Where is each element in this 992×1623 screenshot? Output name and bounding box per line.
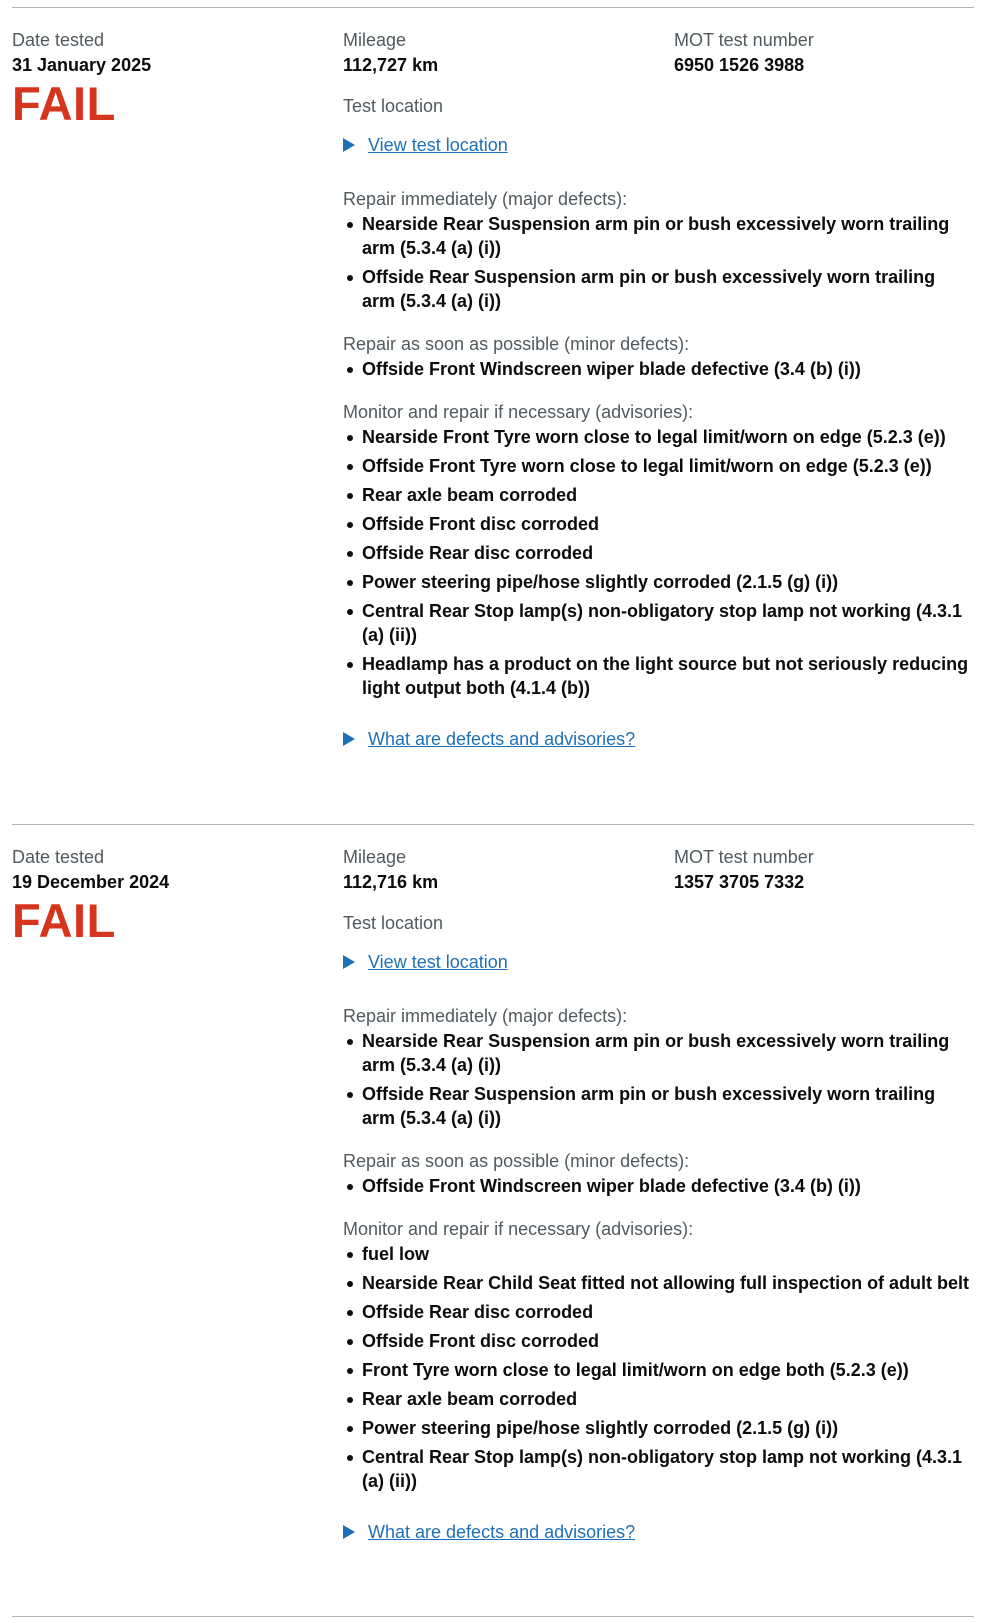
mot-test-number-value: 1357 3705 7332 — [674, 872, 805, 892]
list-item: Nearside Rear Child Seat fitted not allowing full inspection of adult belt — [343, 1271, 972, 1295]
list-item: Offside Rear Suspension arm pin or bush excessively worn trailing arm (5.3.4 (a) (i)) — [343, 1082, 972, 1130]
details-column — [343, 28, 983, 753]
major-defects-list — [343, 1029, 983, 1130]
view-test-location-toggle[interactable] — [343, 948, 983, 976]
minor-defects-heading: Repair as soon as possible (minor defects): — [343, 334, 690, 354]
list-item: Nearside Rear Suspension arm pin or bush excessively worn trailing arm (5.3.4 (a) (i)) — [343, 212, 972, 260]
list-item: Offside Front disc corroded — [343, 512, 972, 536]
view-test-location-link[interactable]: View test location — [368, 135, 508, 155]
date-tested-value: 19 December 2024 — [12, 872, 170, 892]
test-location-label: Test location — [343, 913, 444, 933]
divider — [12, 7, 974, 8]
triangle-right-icon — [343, 1525, 355, 1539]
date-column — [12, 28, 332, 129]
mot-test-number-value: 6950 1526 3988 — [674, 55, 805, 75]
list-item: Central Rear Stop lamp(s) non-obligatory stop lamp not working (4.3.1 (a) (ii)) — [343, 599, 972, 647]
triangle-right-icon — [343, 955, 355, 969]
minor-defects-list — [343, 357, 983, 381]
triangle-right-icon — [343, 138, 355, 152]
advisories-list — [343, 425, 983, 700]
date-column — [12, 845, 332, 946]
what-are-defects-link[interactable]: What are defects and advisories? — [368, 1522, 636, 1542]
list-item: Nearside Front Tyre worn close to legal limit/worn on edge (5.2.3 (e)) — [343, 425, 972, 449]
test-number-column — [674, 28, 974, 77]
mileage-value: 112,716 km — [343, 872, 439, 892]
defects-help-toggle[interactable] — [343, 1518, 983, 1546]
divider — [12, 1616, 974, 1617]
list-item: Offside Front Windscreen wiper blade defective (3.4 (b) (i)) — [343, 1174, 972, 1198]
list-item: Offside Front Windscreen wiper blade defective (3.4 (b) (i)) — [343, 357, 972, 381]
divider — [12, 824, 974, 825]
test-result: FAIL — [12, 894, 116, 947]
test-location-label: Test location — [343, 96, 444, 116]
list-item: Power steering pipe/hose slightly corroded (2.1.5 (g) (i)) — [343, 1416, 972, 1440]
major-defects-heading: Repair immediately (major defects): — [343, 1006, 628, 1026]
list-item: Offside Front disc corroded — [343, 1329, 972, 1353]
minor-defects-heading: Repair as soon as possible (minor defects): — [343, 1151, 690, 1171]
date-tested-label: Date tested — [12, 847, 105, 867]
list-item: Rear axle beam corroded — [343, 483, 972, 507]
list-item: Front Tyre worn close to legal limit/worn on edge both (5.2.3 (e)) — [343, 1358, 972, 1382]
defects-help-toggle[interactable] — [343, 725, 983, 753]
what-are-defects-link[interactable]: What are defects and advisories? — [368, 729, 636, 749]
list-item: Headlamp has a product on the light source but not seriously reducing light output both (4.1.4 (b)) — [343, 652, 972, 700]
mileage-label: Mileage — [343, 30, 407, 50]
list-item: Nearside Rear Suspension arm pin or bush excessively worn trailing arm (5.3.4 (a) (i)) — [343, 1029, 972, 1077]
advisories-list — [343, 1242, 983, 1493]
details-column — [343, 845, 983, 1546]
mot-test-number-label: MOT test number — [674, 847, 814, 867]
view-test-location-link[interactable]: View test location — [368, 952, 508, 972]
date-tested-label: Date tested — [12, 30, 105, 50]
list-item: Offside Front Tyre worn close to legal limit/worn on edge (5.2.3 (e)) — [343, 454, 972, 478]
list-item: Offside Rear disc corroded — [343, 541, 972, 565]
major-defects-heading: Repair immediately (major defects): — [343, 189, 628, 209]
minor-defects-list — [343, 1174, 983, 1198]
mileage-label: Mileage — [343, 847, 407, 867]
list-item: fuel low — [343, 1242, 972, 1266]
triangle-right-icon — [343, 732, 355, 746]
list-item: Offside Rear Suspension arm pin or bush excessively worn trailing arm (5.3.4 (a) (i)) — [343, 265, 972, 313]
test-number-column — [674, 845, 974, 894]
advisories-heading: Monitor and repair if necessary (advisories): — [343, 1219, 694, 1239]
advisories-heading: Monitor and repair if necessary (advisories): — [343, 402, 694, 422]
date-tested-value: 31 January 2025 — [12, 55, 152, 75]
list-item: Offside Rear disc corroded — [343, 1300, 972, 1324]
mileage-value: 112,727 km — [343, 55, 439, 75]
major-defects-list — [343, 212, 983, 313]
test-result: FAIL — [12, 77, 116, 130]
list-item: Central Rear Stop lamp(s) non-obligatory stop lamp not working (4.3.1 (a) (ii)) — [343, 1445, 972, 1493]
mot-test-number-label: MOT test number — [674, 30, 814, 50]
view-test-location-toggle[interactable] — [343, 131, 983, 159]
list-item: Power steering pipe/hose slightly corroded (2.1.5 (g) (i)) — [343, 570, 972, 594]
list-item: Rear axle beam corroded — [343, 1387, 972, 1411]
